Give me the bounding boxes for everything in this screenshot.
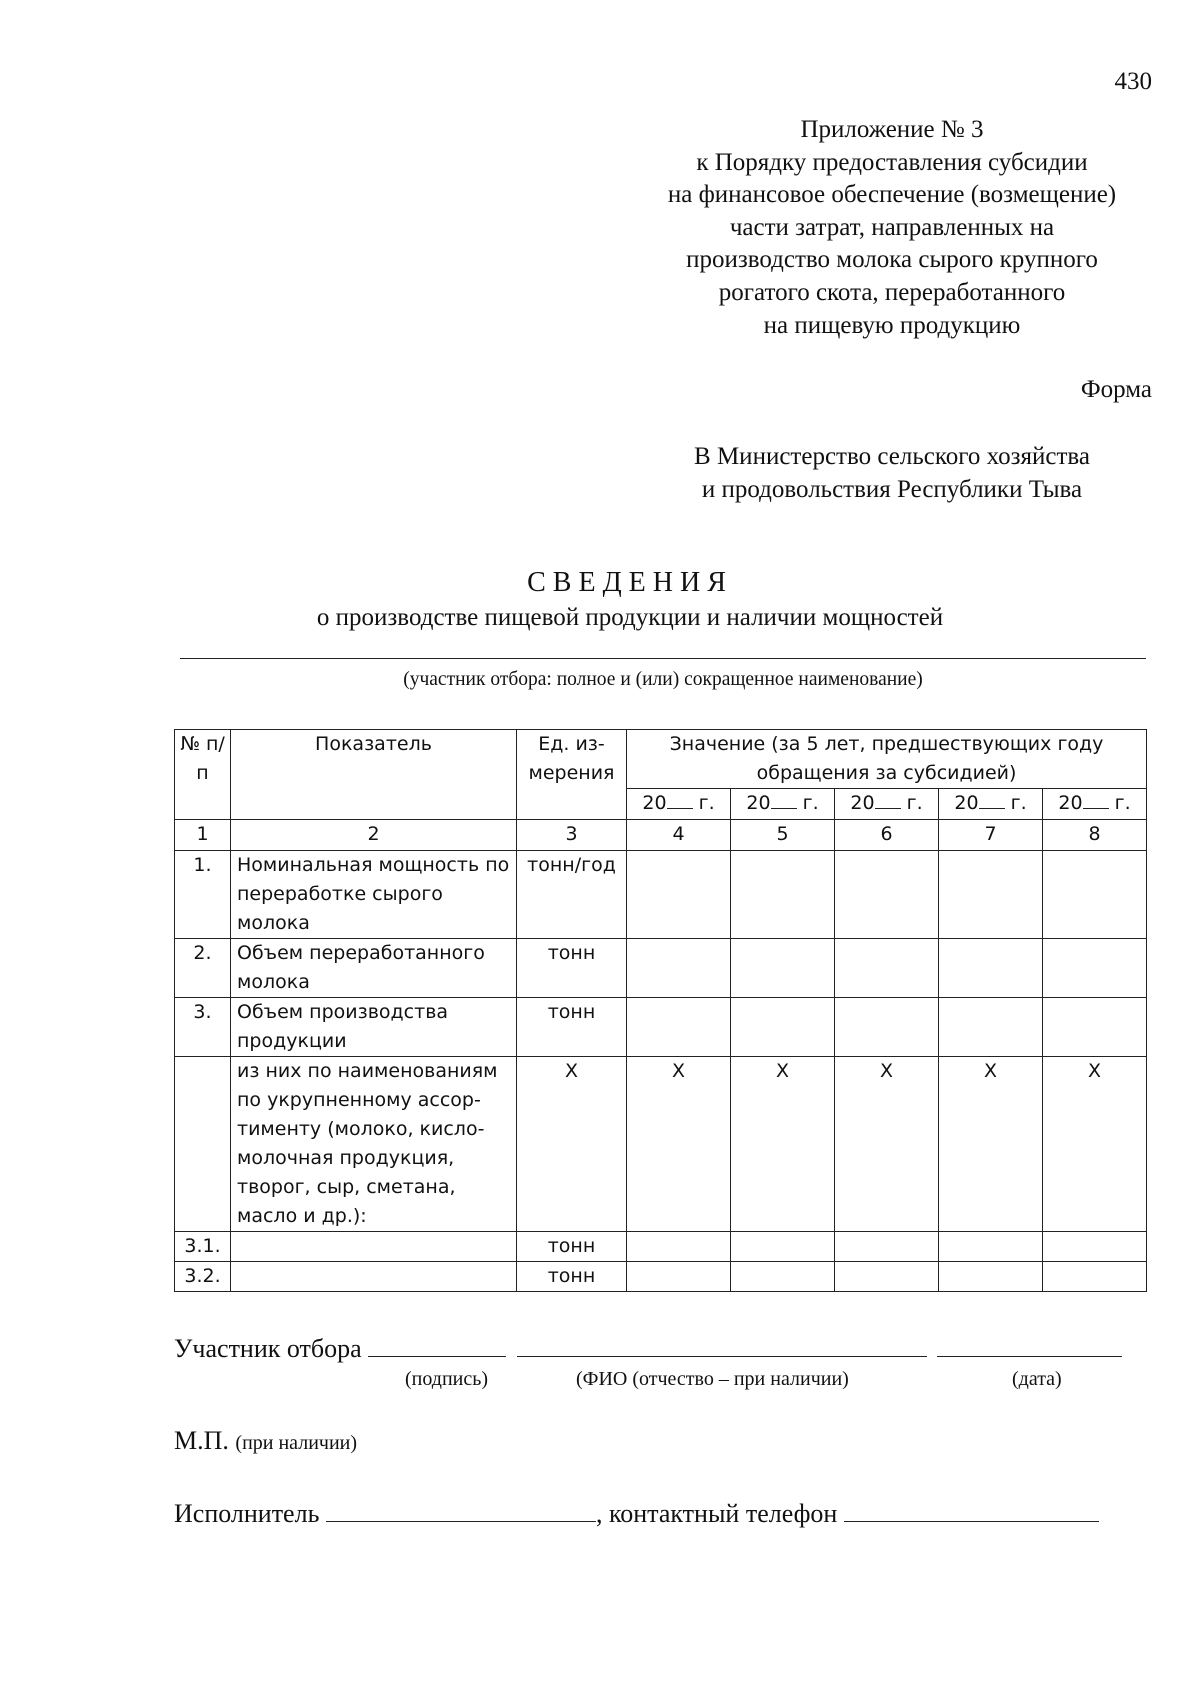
participant-signature-row xyxy=(174,1330,1122,1364)
stamp-note: (при наличии) xyxy=(235,1432,358,1454)
row-num: 3.1. xyxy=(175,1232,231,1262)
row-num: 1. xyxy=(175,851,231,939)
header-value: Значение (за 5 лет, предшествующих году обращения за субсидией) xyxy=(627,730,1147,789)
appendix-line: к Порядку предоставления субсидии xyxy=(696,148,1088,176)
value-cell[interactable] xyxy=(1043,851,1147,939)
value-cell[interactable] xyxy=(627,1232,731,1262)
row-indicator: Объем переработанного молока xyxy=(231,939,517,998)
value-cell[interactable] xyxy=(1043,1262,1147,1292)
row-unit: тонн xyxy=(517,998,627,1057)
index-cell: 2 xyxy=(231,820,517,851)
row-unit: тонн xyxy=(517,939,627,998)
index-cell: 3 xyxy=(517,820,627,851)
index-cell: 6 xyxy=(835,820,939,851)
value-cell[interactable] xyxy=(835,851,939,939)
row-unit: тонн xyxy=(517,1262,627,1292)
year-cell[interactable]: 20 г. xyxy=(1043,789,1147,820)
executor-label: Исполнитель xyxy=(174,1499,320,1528)
row-indicator: Номинальная мощность по переработке сырого молока xyxy=(231,851,517,939)
header-indicator: Показатель xyxy=(231,730,517,820)
document-subtitle: о производстве пищевой продукции и наличии мощностей xyxy=(316,604,944,631)
appendix-line: рогатого скота, переработанного xyxy=(718,278,1066,306)
value-cell[interactable] xyxy=(835,1262,939,1292)
value-cell: X xyxy=(1043,1057,1147,1232)
row-num xyxy=(175,1057,231,1232)
row-indicator: Объем производства продукции xyxy=(231,998,517,1057)
header-unit: Ед. из-мерения xyxy=(517,730,627,820)
header-num: № п/п xyxy=(175,730,231,820)
participant-label: Участник отбора xyxy=(174,1334,362,1363)
stamp-row xyxy=(174,1426,357,1456)
value-cell: X xyxy=(731,1057,835,1232)
value-cell: X xyxy=(627,1057,731,1232)
index-cell: 5 xyxy=(731,820,835,851)
addressee-line-1: В Министерство сельского хозяйства xyxy=(694,443,1090,470)
row-indicator[interactable] xyxy=(231,1262,517,1292)
year-cell[interactable]: 20 г. xyxy=(939,789,1043,820)
value-cell[interactable] xyxy=(939,998,1043,1057)
row-unit: тонн xyxy=(517,1232,627,1262)
participant-name-line[interactable] xyxy=(180,658,1146,659)
table-row xyxy=(175,1262,1147,1292)
row-indicator[interactable] xyxy=(231,1232,517,1262)
page-number: 430 xyxy=(1114,68,1152,95)
fio-field[interactable] xyxy=(517,1330,927,1357)
table-row xyxy=(175,998,1147,1057)
appendix-line: на финансовое обеспечение (возмещение) xyxy=(667,181,1117,209)
table-row xyxy=(175,851,1147,939)
value-cell[interactable] xyxy=(835,1232,939,1262)
value-cell[interactable] xyxy=(627,851,731,939)
value-cell[interactable] xyxy=(731,998,835,1057)
value-cell[interactable] xyxy=(731,1262,835,1292)
value-cell[interactable] xyxy=(627,1262,731,1292)
index-cell: 8 xyxy=(1043,820,1147,851)
value-cell[interactable] xyxy=(627,939,731,998)
index-cell: 1 xyxy=(175,820,231,851)
row-unit: X xyxy=(517,1057,627,1232)
row-num: 3. xyxy=(175,998,231,1057)
value-cell[interactable] xyxy=(939,1232,1043,1262)
executor-field[interactable] xyxy=(326,1495,596,1522)
value-cell: X xyxy=(835,1057,939,1232)
executor-row xyxy=(174,1495,1099,1529)
table-row xyxy=(175,1232,1147,1262)
value-cell[interactable] xyxy=(1043,1232,1147,1262)
appendix-line: Приложение № 3 xyxy=(800,116,984,143)
date-field[interactable] xyxy=(937,1330,1122,1357)
row-num: 2. xyxy=(175,939,231,998)
value-cell[interactable] xyxy=(835,998,939,1057)
value-cell[interactable] xyxy=(731,851,835,939)
value-cell[interactable] xyxy=(731,939,835,998)
data-table xyxy=(174,729,1147,1292)
phone-field[interactable] xyxy=(844,1495,1099,1522)
date-caption: (дата) xyxy=(1012,1368,1062,1390)
appendix-line: части затрат, направленных на xyxy=(729,213,1055,241)
form-label: Форма xyxy=(1080,376,1152,403)
value-cell[interactable] xyxy=(627,998,731,1057)
value-cell[interactable] xyxy=(1043,998,1147,1057)
year-cell[interactable]: 20 г. xyxy=(835,789,939,820)
index-cell: 7 xyxy=(939,820,1043,851)
row-unit: тонн/год xyxy=(517,851,627,939)
signature-field[interactable] xyxy=(368,1330,506,1357)
value-cell[interactable] xyxy=(939,1262,1043,1292)
year-cell[interactable]: 20 г. xyxy=(731,789,835,820)
addressee-line-2: и продовольствия Республики Тыва xyxy=(701,476,1083,503)
value-cell[interactable] xyxy=(731,1232,835,1262)
table-row xyxy=(175,939,1147,998)
value-cell[interactable] xyxy=(939,851,1043,939)
row-indicator: из них по наименованиям по укрупненному ассор-тименту (молоко, кисло-молочная продукция, творог, сыр, сметана, масло и др.): xyxy=(231,1057,517,1232)
phone-label: , контактный телефон xyxy=(595,1499,838,1528)
table-index-row xyxy=(175,820,1147,851)
document-title: СВЕДЕНИЯ xyxy=(527,567,733,598)
addressee-block xyxy=(612,440,1172,506)
appendix-header xyxy=(612,114,1172,342)
appendix-line: производство молока сырого крупного xyxy=(686,246,1098,274)
row-num: 3.2. xyxy=(175,1262,231,1292)
fio-caption: (ФИО (отчество – при наличии) xyxy=(576,1368,849,1390)
value-cell[interactable] xyxy=(835,939,939,998)
value-cell[interactable] xyxy=(1043,939,1147,998)
year-cell[interactable]: 20 г. xyxy=(627,789,731,820)
index-cell: 4 xyxy=(627,820,731,851)
sign-caption: (подпись) xyxy=(405,1368,489,1390)
table-row xyxy=(175,1057,1147,1232)
participant-caption: (участник отбора: полное и (или) сокращенное наименование) xyxy=(403,669,923,690)
appendix-line: на пищевую продукцию xyxy=(763,311,1021,339)
table-header-row xyxy=(175,730,1147,789)
stamp-label: М.П. xyxy=(174,1426,229,1455)
value-cell: X xyxy=(939,1057,1043,1232)
value-cell[interactable] xyxy=(939,939,1043,998)
